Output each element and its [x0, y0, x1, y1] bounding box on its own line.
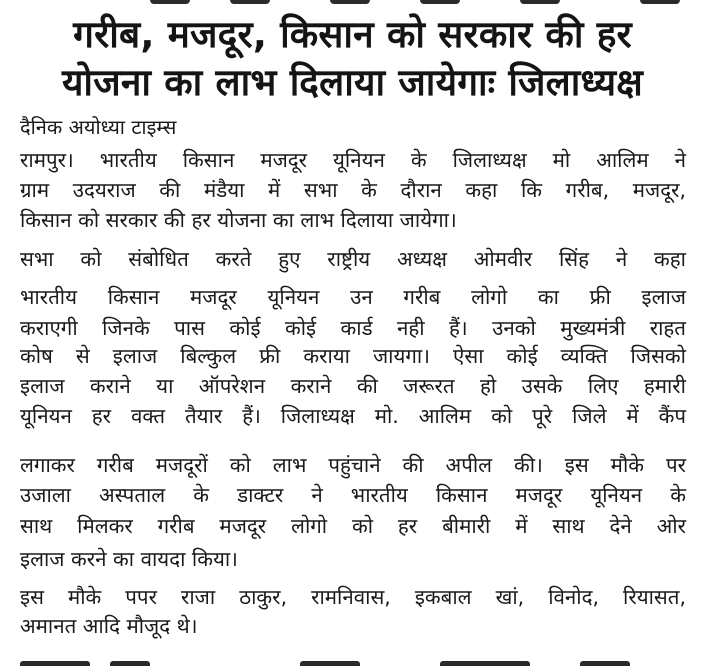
body-line: साथ मिलकर गरीब मजदूर लोगो को हर बीमारी में साथ देने ओर: [20, 514, 686, 538]
body-line: अमानत आदि मौजूद थे।: [20, 614, 198, 638]
cropped-text-bottom: [0, 658, 705, 666]
body-line: इलाज करने का वायदा किया।: [20, 547, 238, 571]
body-line: सभा को संबोधित करते हुए राष्ट्रीय अध्यक्ष ओमवीर सिंह ने कहा: [20, 247, 686, 271]
body-line: उजाला अस्पताल के डाक्टर ने भारतीय किसान मजदूर यूनियन के: [20, 483, 686, 507]
body-line: कोष से इलाज बिल्कुल फ्री कराया जायगा। ऐसा कोई व्यक्ति जिसको: [20, 344, 686, 368]
headline-line-2: योजना का लाभ दिलाया जायेगाः जिलाध्यक्ष: [61, 61, 644, 104]
body-line: किसान को सरकार की हर योजना का लाभ दिलाया जायेगा।: [20, 208, 457, 232]
body-line: लगाकर गरीब मजदूरों को लाभ पहुंचाने की अपील की। इस मौके पर: [20, 453, 686, 477]
cropped-text-top: [0, 0, 705, 8]
byline: दैनिक अयोध्या टाइम्स: [20, 115, 177, 139]
headline-line-1: गरीब, मजदूर, किसान को सरकार की हर: [73, 13, 632, 56]
body-line: ग्राम उदयराज की मंडैया में सभा के दौरान कहा कि गरीब, मजदूर,: [20, 178, 686, 202]
body-line: रामपुर। भारतीय किसान मजदूर यूनियन के जिलाध्यक्ष मो आलिम ने: [20, 148, 686, 172]
body-line: इस मौके पपर राजा ठाकुर, रामनिवास, इकबाल खां, विनोद, रियासत,: [20, 585, 686, 609]
body-line: कराएगी जिनके पास कोई कोई कार्ड नही हैं। उनको मुख्यमंत्री राहत: [20, 316, 686, 340]
body-line: भारतीय किसान मजदूर यूनियन उन गरीब लोगो का फ्री इलाज: [20, 285, 686, 309]
body-line: यूनियन हर वक्त तैयार हैं। जिलाध्यक्ष मो. आलिम को पूरे जिले में कैंप: [20, 404, 686, 428]
body-line: इलाज कराने या ऑपरेशन कराने की जरूरत हो उसके लिए हमारी: [20, 374, 686, 398]
